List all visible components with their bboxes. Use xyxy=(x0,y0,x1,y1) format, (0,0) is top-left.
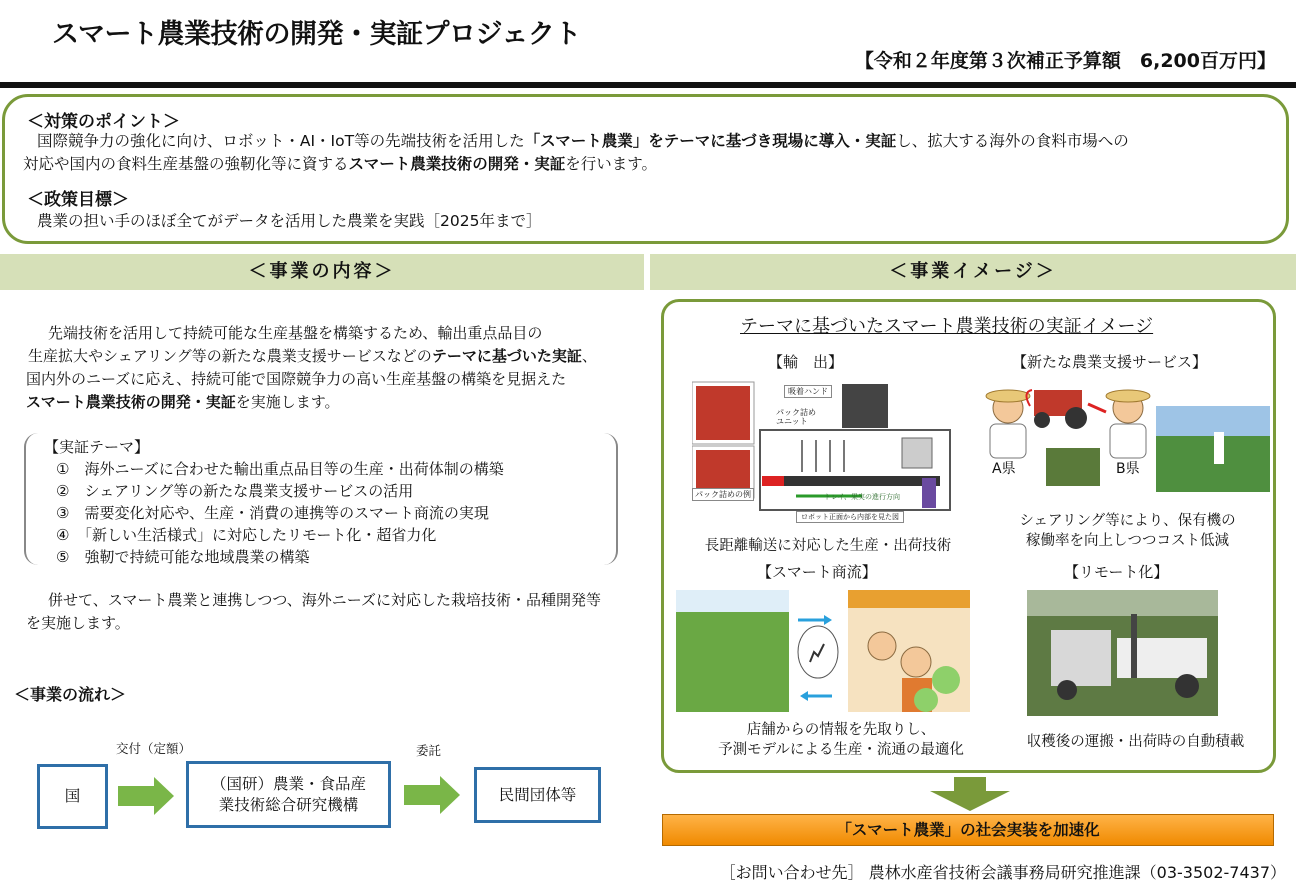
points-line-2 xyxy=(23,153,1263,175)
content-text: を実施します。 xyxy=(235,393,340,411)
flow-box-label: 民間団体等 xyxy=(498,785,577,804)
service-caption-line: 稼働率を向上しつつコスト低減 xyxy=(1026,533,1229,549)
pref-b-label: B県 xyxy=(1116,461,1140,477)
flow-arrow-1 xyxy=(118,777,174,815)
remote-illustration xyxy=(1027,590,1218,716)
label-tray-direction: トレイ、果実の進行方向 xyxy=(824,493,901,501)
theme-item-3: ③ 需要変化対応や、生産・消費の連携等のスマート商流の実現 xyxy=(56,504,489,522)
flow-box-naro xyxy=(186,761,391,828)
commerce-illustration xyxy=(676,590,971,714)
goal-heading: ＜政策目標＞ xyxy=(27,190,129,210)
theme-item-4: ④ 「新しい生活様式」に対応したリモート化・超省力化 xyxy=(56,526,437,544)
flow-box-label: 国 xyxy=(64,787,81,805)
points-line-1 xyxy=(37,130,1277,152)
policy-points-box xyxy=(2,94,1289,244)
service-caption-line: シェアリング等により、保有機の xyxy=(1019,513,1236,529)
image-title: テーマに基づいたスマート農業技術の実証イメージ xyxy=(740,316,1154,337)
flow-arrow-2 xyxy=(404,776,460,814)
flow-box-country xyxy=(37,764,108,829)
theme-item-1: ① 海外ニーズに合わせた輸出重点品目等の生産・出荷体制の構築 xyxy=(56,460,504,478)
flow-box-private xyxy=(474,767,601,823)
label-robot-front: ロボット正面から内部を見た図 xyxy=(796,511,904,523)
label-packing-unit xyxy=(776,408,816,426)
content-p1-l2 xyxy=(28,345,597,367)
service-illustration xyxy=(982,382,1272,494)
points-heading: ＜対策のポイント＞ xyxy=(27,112,180,132)
points-text: 国際競争力の強化に向け、ロボット・AI・IoT等の先端技術を活用した xyxy=(37,132,525,150)
contact-info: ［お問い合わせ先］ 農林水産省技術会議事務局研究推進課（03-3502-7437） xyxy=(719,863,1286,882)
commerce-caption-line: 予測モデルによる生産・流通の最適化 xyxy=(718,742,964,758)
content-p2-l2: を実施します。 xyxy=(26,614,130,632)
goal-text: 農業の担い手のほぼ全てがデータを活用した農業を実践［2025年まで］ xyxy=(37,212,542,230)
export-illustration xyxy=(692,378,957,521)
theme-item-5: ⑤ 強靭で持続可能な地域農業の構築 xyxy=(56,548,310,566)
page-title: スマート農業技術の開発・実証プロジェクト xyxy=(52,19,581,50)
export-caption: 長距離輸送に対応した生産・出荷技術 xyxy=(704,538,952,554)
points-text: 対応や国内の食料生産基盤の強靭化等に資する xyxy=(23,155,349,173)
service-caption xyxy=(1000,511,1255,551)
flow-box-label: 業技術総合研究機構 xyxy=(218,795,359,814)
commerce-caption xyxy=(676,720,1006,760)
theme-heading: 【実証テーマ】 xyxy=(44,438,150,456)
content-p2-l1: 併せて、スマート農業と連携しつつ、海外ニーズに対応した栽培技術・品種開発等 xyxy=(48,591,602,609)
smart-commerce-illustration xyxy=(676,590,971,714)
budget-amount: 【令和２年度第３次補正予算額 6,200百万円】 xyxy=(854,50,1276,72)
points-text: し、拡大する海外の食料市場への xyxy=(896,132,1129,150)
label-suction-hand: 吸着ハンド xyxy=(784,385,832,398)
content-text: 生産拡大やシェアリング等の新たな農業支援サービスなどの xyxy=(28,347,432,365)
accelerate-banner: 「スマート農業」の社会実装を加速化 xyxy=(662,814,1274,846)
points-emphasis: スマート農業技術の開発・実証 xyxy=(348,155,566,173)
content-emphasis: テーマに基づいた実証 xyxy=(431,347,582,365)
content-section-header: ＜事業の内容＞ xyxy=(0,254,644,290)
points-text: を行います。 xyxy=(565,155,657,173)
label-pack-example: パック詰めの例 xyxy=(692,488,754,501)
pref-a-label: A県 xyxy=(992,461,1016,477)
image-section-header: ＜事業イメージ＞ xyxy=(650,254,1296,290)
content-text: 、 xyxy=(581,347,597,365)
content-emphasis: スマート農業技術の開発・実証 xyxy=(26,393,236,411)
commerce-heading: 【スマート商流】 xyxy=(757,563,877,581)
label-packing-unit-line: パック詰め xyxy=(776,408,816,417)
service-heading: 【新たな農業支援サービス】 xyxy=(1012,353,1208,371)
automated-loading-photo xyxy=(1027,590,1218,716)
flow-label-commission: 委託 xyxy=(416,743,442,758)
theme-item-2: ② シェアリング等の新たな農業支援サービスの活用 xyxy=(56,482,414,500)
content-p1-l1: 先端技術を活用して持続可能な生産基盤を構築するため、輸出重点品目の xyxy=(48,324,543,342)
content-p1-l3: 国内外のニーズに応え、持続可能で国際競争力の高い生産基盤の構築を見据えた xyxy=(26,370,567,388)
export-heading: 【輸 出】 xyxy=(768,353,844,371)
flow-heading: ＜事業の流れ＞ xyxy=(14,685,127,704)
label-packing-unit-line: ユニット xyxy=(776,417,808,426)
points-emphasis: 「スマート農業」をテーマに基づき現場に導入・実証 xyxy=(524,132,897,150)
commerce-caption-line: 店舗からの情報を先取りし、 xyxy=(746,722,936,738)
remote-heading: 【リモート化】 xyxy=(1064,563,1169,581)
content-p1-l4 xyxy=(26,391,340,413)
flow-box-label: （国研）農業・食品産 xyxy=(210,774,366,793)
down-arrow xyxy=(930,777,1010,811)
remote-caption: 収穫後の運搬・出荷時の自動積載 xyxy=(1026,734,1245,750)
header-rule xyxy=(0,82,1296,88)
flow-label-grant: 交付（定額） xyxy=(116,741,192,756)
